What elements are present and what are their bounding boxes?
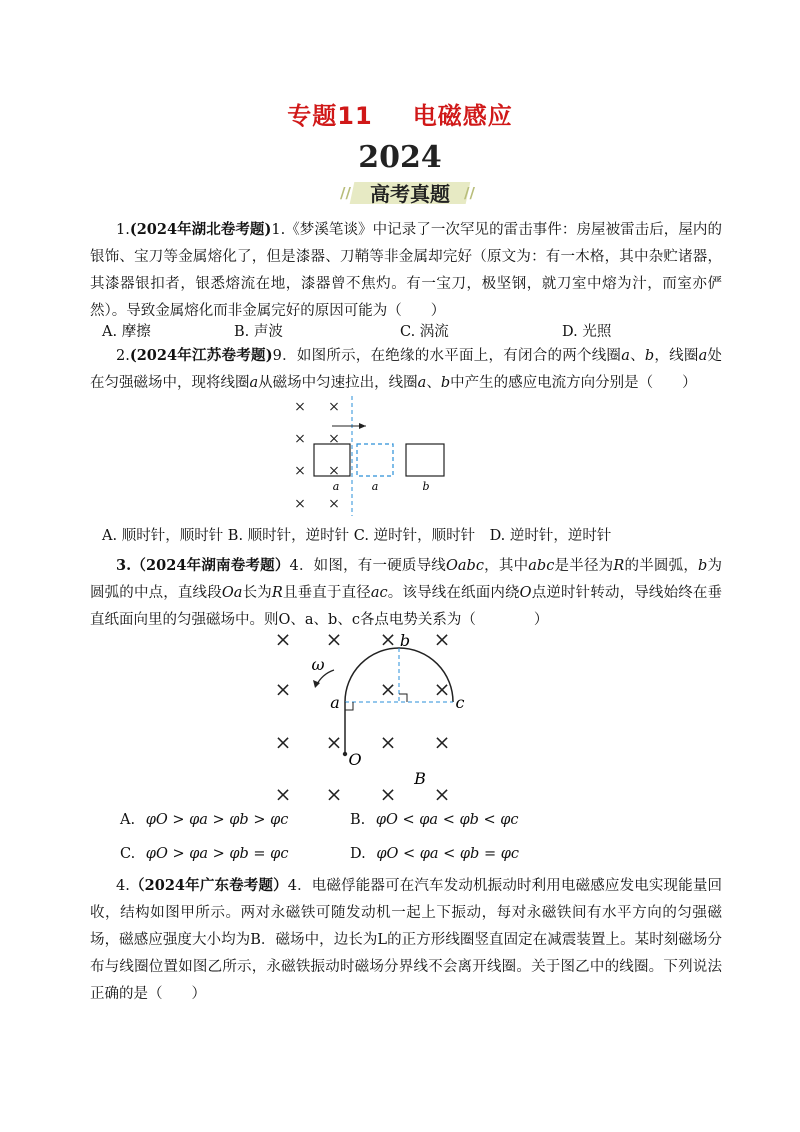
topic-label: 专题11 (287, 102, 373, 130)
svg-text:×: × (325, 782, 343, 806)
q3-Oa: Oa (221, 585, 243, 601)
q3-option-a-expr: φO > φa > φb > φc (145, 812, 289, 828)
q3-points: O、a、b、c (278, 612, 360, 628)
q2-text-d: 从磁场中匀速拉出，线圈 (258, 375, 418, 391)
q2-sep: 、 (629, 348, 645, 364)
q3-O: O (519, 585, 532, 601)
right-angle-mark-a (345, 702, 353, 710)
document-title (0, 96, 800, 131)
svg-text:×: × (328, 431, 340, 447)
label-omega: ω (311, 655, 325, 674)
q3-oabc: Oabc (446, 558, 484, 574)
svg-text:×: × (325, 627, 343, 651)
svg-text:×: × (379, 627, 397, 651)
q3-text-a: 4．如图，有一硬质导线 (289, 558, 447, 574)
q3-option-a-letter: A. (120, 812, 136, 828)
q1-number: 1. (116, 222, 130, 238)
q2-var-b-2: b (440, 375, 451, 391)
section-banner (340, 178, 480, 206)
q3-option-d (350, 846, 519, 862)
q3-option-c-expr: φO > φa > φb = φc (145, 846, 289, 862)
svg-text:×: × (294, 463, 306, 479)
q3-option-c (120, 846, 288, 862)
q2-var-b: b (644, 348, 655, 364)
label-a: a (330, 693, 340, 712)
q2-var-a-3: a (249, 375, 259, 391)
q3-ac: ac (370, 585, 388, 601)
question-3 (90, 552, 722, 634)
q3-option-b-expr: φO < φa < φb < φc (375, 812, 519, 828)
q3-text-j: 各点电势关系为（ ） (359, 612, 549, 628)
q2-sep-2: 、 (426, 375, 441, 391)
question-1 (90, 216, 722, 325)
svg-text:×: × (294, 496, 306, 512)
q2-number: 2. (116, 348, 130, 364)
svg-text:×: × (325, 730, 343, 754)
coil-a-moved (357, 444, 393, 476)
year-heading: 2024 (358, 140, 442, 175)
q3-option-c-letter: C. (120, 846, 136, 862)
q3-b: b (698, 558, 708, 574)
q3-option-b (350, 812, 519, 828)
q4-text: 4．电磁俘能器可在汽车发动机振动时利用电磁感应发电实现能量回收，结构如图甲所示。两对永磁铁可随发动机一起上下振动，每对永磁铁间有水平方向的匀强磁场，磁感应强度大小均为B．磁场中，边长为L的正方形线圈竖直固定在减震装置上。某时刻磁场分布与线圈位置如图乙所示，永磁铁振动时磁场分界线不会离开线圈。关于图乙中的线圈。下列说法正确的是（ ） (90, 878, 722, 1002)
q3-option-a (120, 812, 288, 828)
q2-text-b: ，线圈 (654, 348, 699, 364)
q3-text-d: 的半圆弧， (624, 558, 699, 574)
q3-R-2: R (271, 585, 283, 601)
q2-figure (270, 390, 470, 520)
q3-text-b: ，其中 (483, 558, 529, 574)
right-angle-mark-center (399, 694, 407, 702)
label-B: B (414, 769, 426, 788)
q3-figure (262, 624, 482, 808)
q3-text-i: 点逆时针转动，导线始终在垂直纸面向里的匀强磁场中。则 (90, 585, 723, 628)
svg-text:×: × (379, 677, 397, 701)
q1-option-d: D. 光照 (562, 324, 612, 340)
pull-arrow-head (359, 423, 366, 429)
svg-text:×: × (379, 782, 397, 806)
svg-text:×: × (274, 677, 292, 701)
q3-abc: abc (528, 558, 555, 574)
svg-text:×: × (433, 730, 451, 754)
q1-option-b: B. 声波 (234, 324, 283, 340)
q3-options (120, 812, 680, 872)
q2-var-a-4: a (417, 375, 427, 391)
q4-source: （2024年广东卷考题） (129, 877, 288, 894)
q3-text-e: 为圆弧的中点，直线段 (90, 558, 723, 601)
q1-text: 1.《梦溪笔谈》中记录了一次罕见的雷击事件：房屋被雷击后，屋内的银饰、宝刀等金属熔化了，但是漆器、刀鞘等非金属却完好（原文为：有一木格，其中杂贮诸器，其漆器银扣者，银悉熔流在地，漆器曾不焦灼。有一宝刀，极坚钢，就刀室中熔为汁，而室亦俨然）。导致金属熔化而非金属完好的原因可能为（ ） (90, 222, 722, 319)
coil-a-moved-label: a (371, 480, 379, 493)
q3-option-d-expr: φO < φa < φb = φc (376, 846, 519, 862)
svg-text:×: × (433, 627, 451, 651)
svg-text:×: × (328, 463, 340, 479)
coil-a-label: a (332, 480, 340, 493)
svg-text:×: × (294, 399, 306, 415)
question-4 (90, 872, 722, 1008)
q3-source: （2024年湖南卷考题） (131, 557, 290, 574)
topic-name: 电磁感应 (412, 102, 513, 130)
q3-R: R (613, 558, 625, 574)
svg-text:×: × (433, 677, 451, 701)
q3-text-h: 。该导线在纸面内绕 (387, 585, 520, 601)
coil-b (406, 444, 444, 476)
banner-text: 高考真题 (370, 182, 450, 206)
q3-option-b-letter: B. (350, 812, 366, 828)
q3-number: 3. (116, 557, 132, 574)
q4-number: 4. (116, 878, 130, 894)
q2-source: (2024年江苏卷考题) (129, 347, 273, 364)
svg-text:×: × (274, 627, 292, 651)
q3-text-c: 是半径为 (554, 558, 614, 574)
svg-text:×: × (379, 730, 397, 754)
q1-option-c: C. 涡流 (400, 324, 449, 340)
q2-text-a: 9．如图所示，在绝缘的水平面上，有闭合的两个线圈 (272, 348, 622, 364)
q2-var-a-2: a (698, 348, 708, 364)
label-c: c (455, 693, 465, 712)
q1-options (102, 320, 702, 342)
q3-text-f: 长为 (242, 585, 272, 601)
svg-text:×: × (274, 730, 292, 754)
q1-source: (2024年湖北卷考题) (129, 221, 272, 238)
svg-text:×: × (328, 399, 340, 415)
svg-text:×: × (433, 782, 451, 806)
q2-text-c: 处在匀强磁场中，现将线圈 (90, 348, 723, 391)
pivot-O (343, 752, 347, 756)
label-O: O (348, 750, 362, 769)
q2-text-e: 中产生的感应电流方向分别是（ ） (450, 375, 697, 391)
banner-slash-right: // (464, 184, 475, 202)
field-crosses (294, 399, 340, 512)
q2-options: A. 顺时针，顺时针 B. 顺时针，逆时针 C. 逆时针，顺时针 D. 逆时针，逆时针 (102, 528, 612, 544)
label-b: b (399, 631, 411, 650)
coil-b-label: b (422, 480, 430, 493)
q1-option-a: A. 摩擦 (102, 324, 151, 340)
svg-text:×: × (328, 496, 340, 512)
q3-text-g: 且垂直于直径 (282, 585, 371, 601)
q3-option-d-letter: D. (350, 846, 366, 862)
question-2 (90, 342, 722, 397)
svg-text:×: × (294, 431, 306, 447)
svg-text:×: × (274, 782, 292, 806)
banner-slash-left: // (340, 184, 351, 202)
q2-var-a: a (621, 348, 630, 364)
